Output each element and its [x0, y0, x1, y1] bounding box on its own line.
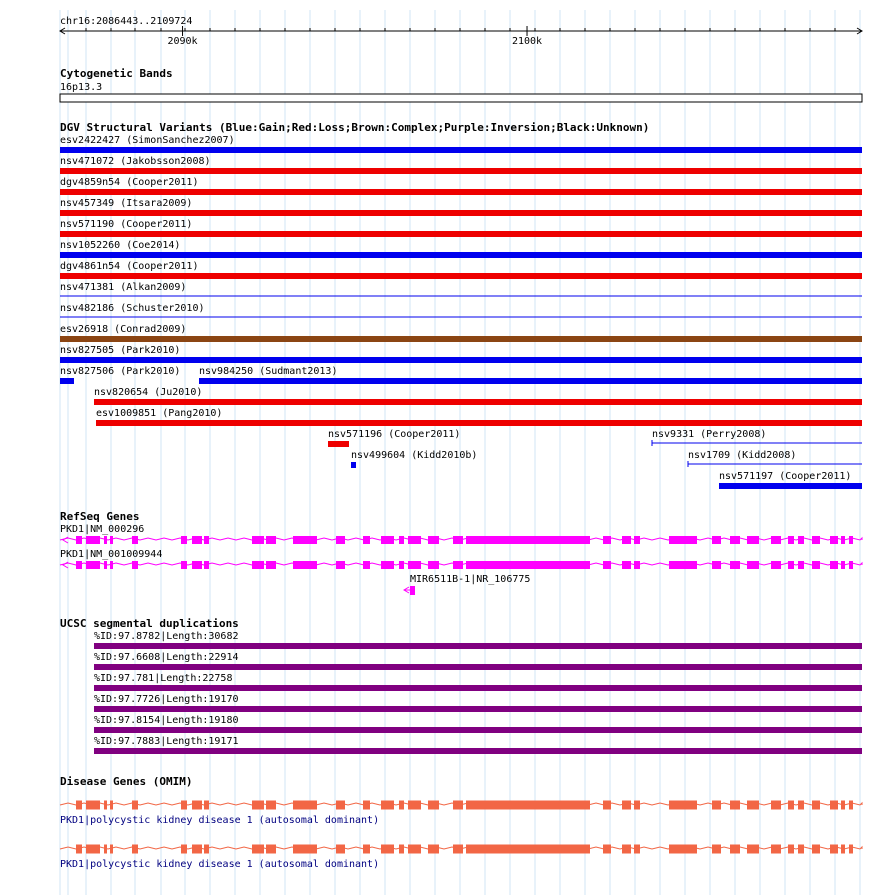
dgv-feature[interactable] — [60, 282, 862, 296]
gene-exon — [788, 801, 794, 810]
gene-exon — [849, 536, 853, 544]
gene-exon — [76, 561, 82, 569]
gene-exon — [363, 801, 370, 810]
gene-exon — [336, 561, 345, 569]
gene-exon — [410, 586, 415, 595]
omim-track — [60, 775, 862, 870]
gene-exon — [634, 801, 640, 810]
omim-gene[interactable] — [60, 801, 862, 827]
ruler-tick-label: 2100k — [511, 36, 543, 47]
dgv-feature[interactable] — [688, 450, 862, 467]
dgv-title: DGV Structural Variants (Blue:Gain;Red:Loss;Brown:Complex;Purple:Inversion;Black:Unknown) — [60, 121, 650, 134]
gene-exon — [841, 561, 845, 569]
segdup-item[interactable] — [94, 715, 862, 733]
gene-exon — [132, 801, 138, 810]
dgv-feature[interactable] — [60, 219, 862, 237]
gene-exon — [788, 845, 794, 854]
dgv-feature-bar[interactable] — [60, 189, 862, 195]
gene-exon — [812, 801, 820, 810]
segdup-label: %ID:97.8154|Length:19180 — [94, 715, 239, 726]
dgv-feature-bar[interactable] — [60, 168, 862, 174]
dgv-feature[interactable] — [60, 156, 862, 174]
gene-exon — [669, 561, 697, 569]
dgv-feature[interactable] — [60, 324, 862, 342]
gene-exon — [293, 801, 317, 810]
dgv-feature-label: dgv4861n54 (Cooper2011) — [60, 261, 199, 272]
gene-exon — [86, 561, 100, 569]
segdup-bar[interactable] — [94, 685, 862, 691]
refseq-gene-mirna[interactable] — [404, 574, 530, 595]
gene-exon — [830, 845, 838, 854]
ruler-tick-label: 2090k — [167, 36, 198, 47]
gene-exon — [841, 845, 845, 854]
dgv-feature-bar[interactable] — [60, 378, 74, 384]
dgv-feature-bar[interactable] — [94, 399, 862, 405]
strand-arrow-icon — [63, 562, 68, 568]
gene-exon — [622, 536, 631, 544]
dgv-feature[interactable] — [60, 177, 862, 195]
gene-exon — [622, 561, 631, 569]
segdup-label: %ID:97.8782|Length:30682 — [94, 631, 239, 642]
gene-exon — [771, 845, 781, 854]
gene-exon — [76, 845, 82, 854]
gene-exon — [363, 845, 370, 854]
gene-exon — [747, 801, 759, 810]
gene-exon — [293, 561, 317, 569]
gene-exon — [622, 801, 631, 810]
dgv-feature[interactable] — [60, 303, 862, 317]
gene-exon — [788, 561, 794, 569]
refseq-track — [60, 510, 862, 595]
refseq-gene-label: PKD1|NM_001009944 — [60, 549, 163, 560]
segdup-title: UCSC segmental duplications — [60, 617, 239, 630]
gene-exon — [110, 845, 113, 854]
dgv-feature[interactable] — [719, 471, 862, 489]
dgv-feature-bar[interactable] — [96, 420, 862, 426]
segdup-item[interactable] — [94, 694, 862, 712]
cytoband-title: Cytogenetic Bands — [60, 67, 173, 80]
gene-exon — [132, 561, 138, 569]
gene-exon — [466, 561, 590, 569]
gene-exon — [381, 536, 394, 544]
refseq-genes — [60, 524, 862, 595]
gene-exon — [252, 801, 264, 810]
dgv-feature-bar[interactable] — [199, 378, 862, 384]
refseq-gene-label: MIR6511B-1|NR_106775 — [410, 574, 531, 585]
dgv-feature-label: nsv1709 (Kidd2008) — [688, 450, 797, 461]
gene-exon — [712, 561, 721, 569]
dgv-feature-label: nsv457349 (Itsara2009) — [60, 198, 193, 209]
segdup-item[interactable] — [94, 652, 862, 670]
dgv-feature-label: nsv820654 (Ju2010) — [94, 387, 203, 398]
gene-exon — [603, 536, 611, 544]
gene-exon — [86, 845, 100, 854]
dgv-feature-label: nsv827506 (Park2010) — [60, 366, 181, 377]
cytoband-track — [60, 67, 862, 102]
dgv-feature-label: nsv984250 (Sudmant2013) — [199, 366, 338, 377]
gene-exon — [730, 801, 740, 810]
dgv-feature[interactable] — [96, 408, 862, 426]
gene-exon — [603, 801, 611, 810]
segdup-item[interactable] — [94, 736, 862, 754]
cytoband-label: 16p13.3 — [60, 82, 103, 93]
gene-exon — [466, 845, 590, 854]
gene-exon — [747, 536, 759, 544]
strand-arrow-icon — [63, 537, 68, 543]
dgv-feature-label: nsv482186 (Schuster2010) — [60, 303, 205, 314]
gene-exon — [622, 845, 631, 854]
gene-exon — [798, 561, 804, 569]
gene-exon — [798, 845, 804, 854]
gene-exon — [408, 536, 421, 544]
gene-exon — [849, 845, 853, 854]
dgv-feature-bar[interactable] — [60, 231, 862, 237]
gene-exon — [669, 845, 697, 854]
gene-exon — [132, 536, 138, 544]
gene-exon — [428, 801, 439, 810]
range-label: chr16:2086443..2109724 — [60, 16, 193, 27]
gene-exon — [771, 561, 781, 569]
gene-exon — [252, 845, 264, 854]
dgv-feature[interactable] — [199, 366, 862, 384]
dgv-feature[interactable] — [60, 261, 862, 279]
dgv-feature[interactable] — [60, 345, 862, 363]
gene-exon — [669, 801, 697, 810]
gene-exon — [428, 845, 439, 854]
gene-exon — [747, 561, 759, 569]
gene-exon — [181, 801, 187, 810]
gene-exon — [110, 536, 113, 544]
dgv-feature-label: nsv499604 (Kidd2010b) — [351, 450, 478, 461]
dgv-feature-label: esv1009851 (Pang2010) — [96, 408, 223, 419]
gene-exon — [771, 801, 781, 810]
gene-exon — [336, 845, 345, 854]
dgv-feature-label: nsv571197 (Cooper2011) — [719, 471, 852, 482]
dgv-feature[interactable] — [94, 387, 862, 405]
gene-exon — [110, 561, 113, 569]
gene-exon — [669, 536, 697, 544]
dgv-feature-bar[interactable] — [60, 357, 862, 363]
refseq-gene-label: PKD1|NM_000296 — [60, 524, 145, 535]
gene-exon — [204, 845, 209, 854]
dgv-feature-label: esv26918 (Conrad2009) — [60, 324, 187, 335]
segdup-bar[interactable] — [94, 727, 862, 733]
gene-exon — [466, 536, 590, 544]
gene-exon — [266, 845, 276, 854]
dgv-feature-bar[interactable] — [351, 462, 356, 468]
dgv-feature[interactable] — [60, 198, 862, 216]
dgv-feature-label: nsv571196 (Cooper2011) — [328, 429, 461, 440]
gene-exon — [192, 801, 202, 810]
gene-exon — [399, 561, 404, 569]
gene-exon — [453, 561, 463, 569]
segdup-bar[interactable] — [94, 664, 862, 670]
gene-exon — [830, 536, 838, 544]
ruler-ticks — [60, 26, 862, 47]
gene-exon — [712, 801, 721, 810]
gene-exon — [293, 845, 317, 854]
gene-exon — [788, 536, 794, 544]
gene-exon — [453, 536, 463, 544]
gene-exon — [747, 845, 759, 854]
gene-exon — [603, 845, 611, 854]
gene-exon — [453, 845, 463, 854]
gene-exon — [181, 536, 187, 544]
gene-exon — [104, 801, 107, 810]
gene-exon — [603, 561, 611, 569]
segdup-label: %ID:97.7726|Length:19170 — [94, 694, 239, 705]
gene-exon — [812, 561, 820, 569]
dgv-feature[interactable] — [351, 450, 477, 468]
gene-exon — [266, 561, 276, 569]
gene-exon — [104, 561, 107, 569]
gene-exon — [634, 561, 640, 569]
gene-exon — [408, 561, 421, 569]
gene-exon — [266, 536, 276, 544]
gene-exon — [363, 536, 370, 544]
gene-exon — [204, 536, 209, 544]
segdup-item[interactable] — [94, 631, 862, 649]
dgv-feature-label: nsv471381 (Alkan2009) — [60, 282, 187, 293]
dgv-feature-bar[interactable] — [328, 441, 349, 447]
gene-exon — [181, 561, 187, 569]
dgv-feature-bar[interactable] — [60, 252, 862, 258]
segdup-bar[interactable] — [94, 748, 862, 754]
gene-exon — [712, 845, 721, 854]
refseq-gene[interactable] — [60, 524, 862, 544]
gene-exon — [381, 561, 394, 569]
segdup-label: %ID:97.6608|Length:22914 — [94, 652, 239, 663]
dgv-feature[interactable] — [60, 240, 862, 258]
gene-exon — [830, 561, 838, 569]
omim-title: Disease Genes (OMIM) — [60, 775, 193, 788]
gene-exon — [428, 536, 439, 544]
gene-exon — [381, 801, 394, 810]
gene-exon — [399, 845, 404, 854]
gene-exon — [812, 536, 820, 544]
gene-exon — [192, 536, 202, 544]
dgv-feature-bar[interactable] — [719, 483, 862, 489]
gene-exon — [266, 801, 276, 810]
gene-exon — [634, 536, 640, 544]
dgv-feature[interactable] — [328, 429, 460, 447]
gene-exon — [849, 561, 853, 569]
dgv-feature-label: esv2422427 (SimonSanchez2007) — [60, 135, 235, 146]
gene-exon — [363, 561, 370, 569]
omim-gene[interactable] — [60, 845, 862, 871]
gene-exon — [192, 845, 202, 854]
cytoband-bar[interactable] — [60, 94, 862, 102]
refseq-gene[interactable] — [60, 549, 862, 569]
gene-exon — [336, 536, 345, 544]
gene-exon — [408, 845, 421, 854]
dgv-feature-label: nsv1052260 (Coe2014) — [60, 240, 181, 251]
gene-exon — [132, 845, 138, 854]
dgv-feature-bar[interactable] — [60, 273, 862, 279]
gene-exon — [730, 561, 740, 569]
dgv-feature-bar[interactable] — [60, 147, 862, 153]
gene-exon — [712, 536, 721, 544]
gene-exon — [399, 801, 404, 810]
gene-exon — [428, 561, 439, 569]
gene-exon — [86, 801, 100, 810]
segdup-bar[interactable] — [94, 706, 862, 712]
gene-exon — [76, 801, 82, 810]
dgv-feature-label: nsv9331 (Perry2008) — [652, 429, 767, 440]
dgv-feature-bar[interactable] — [60, 210, 862, 216]
gene-exon — [181, 845, 187, 854]
dgv-feature[interactable] — [60, 366, 180, 384]
omim-gene-label: PKD1|polycystic kidney disease 1 (autosomal dominant) — [60, 859, 380, 870]
gene-exon — [204, 801, 209, 810]
gene-exon — [798, 801, 804, 810]
gene-exon — [252, 561, 264, 569]
dgv-feature-label: nsv471072 (Jakobsson2008) — [60, 156, 211, 167]
ruler — [60, 16, 862, 47]
gene-exon — [399, 536, 404, 544]
dgv-feature-bar[interactable] — [60, 336, 862, 342]
gene-exon — [76, 536, 82, 544]
segdup-bar[interactable] — [94, 643, 862, 649]
gene-exon — [204, 561, 209, 569]
gene-exon — [830, 801, 838, 810]
dgv-track — [60, 121, 862, 489]
segdup-item[interactable] — [94, 673, 862, 691]
gene-exon — [453, 801, 463, 810]
gene-exon — [841, 801, 845, 810]
gene-exon — [192, 561, 202, 569]
gene-exon — [634, 845, 640, 854]
segdup-label: %ID:97.7883|Length:19171 — [94, 736, 239, 747]
gene-exon — [466, 801, 590, 810]
gene-exon — [408, 801, 421, 810]
gene-exon — [252, 536, 264, 544]
segdup-items — [94, 631, 862, 754]
dgv-feature[interactable] — [652, 429, 862, 446]
segdup-track — [60, 617, 862, 754]
dgv-feature-label: nsv571190 (Cooper2011) — [60, 219, 193, 230]
gene-exon — [110, 801, 113, 810]
gene-exon — [336, 801, 345, 810]
gene-exon — [86, 536, 100, 544]
dgv-feature-label: nsv827505 (Park2010) — [60, 345, 181, 356]
gene-exon — [293, 536, 317, 544]
refseq-title: RefSeq Genes — [60, 510, 140, 523]
gene-exon — [771, 536, 781, 544]
omim-gene-label: PKD1|polycystic kidney disease 1 (autosomal dominant) — [60, 815, 380, 826]
gene-exon — [841, 536, 845, 544]
omim-genes — [60, 801, 862, 871]
gene-exon — [104, 845, 107, 854]
dgv-feature[interactable] — [60, 135, 862, 153]
dgv-features — [60, 135, 862, 489]
gene-exon — [798, 536, 804, 544]
gene-exon — [104, 536, 107, 544]
gene-exon — [849, 801, 853, 810]
gene-exon — [730, 536, 740, 544]
segdup-label: %ID:97.781|Length:22758 — [94, 673, 233, 684]
dgv-feature-label: dgv4859n54 (Cooper2011) — [60, 177, 199, 188]
gene-exon — [381, 845, 394, 854]
gene-exon — [812, 845, 820, 854]
gene-exon — [730, 845, 740, 854]
